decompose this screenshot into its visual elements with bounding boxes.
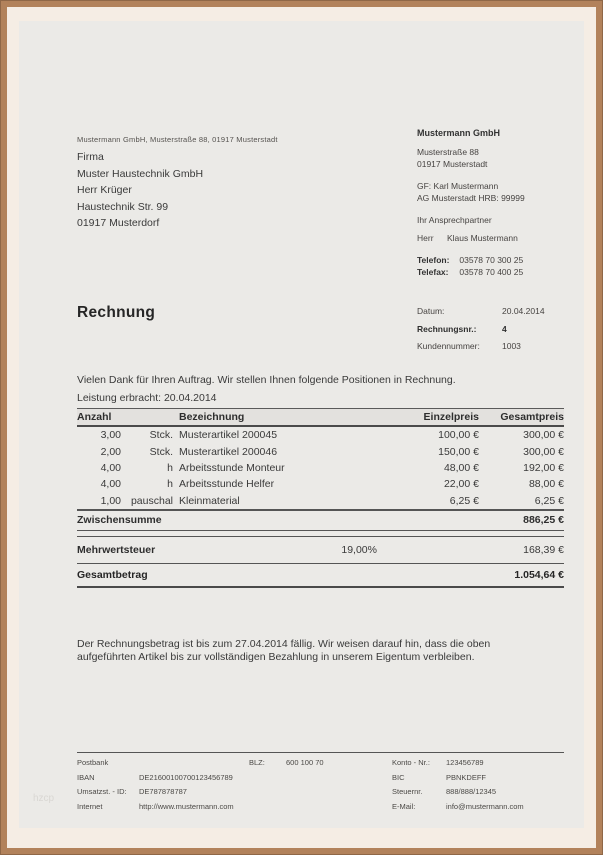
service-date-text: Leistung erbracht: 20.04.2014 [77,392,217,404]
taxnr-value: 888/888/12345 [446,787,497,796]
cell-desc: Musterartikel 200045 [179,429,278,442]
footer-row-iban [77,773,564,788]
customer-number-label: Kundennummer: [417,341,480,351]
invoice-number-row [417,321,545,339]
recipient-line-contact: Herr Krüger [77,184,132,196]
company-info-block [417,127,525,278]
cell-qty: 4,00 [100,478,121,491]
payment-terms-line2: aufgeführten Artikel bis zur vollständigen Bezahlung in unserem Eigentum verbleiben. [77,651,475,663]
invoice-number-label: Rechnungsnr.: [417,323,477,334]
taxnr-label: Steuernr. [392,787,423,796]
cell-unit: h [167,461,173,474]
footer-row-web [77,802,564,817]
bic-value: PBNKDEFF [446,772,487,782]
company-street: Musterstraße 88 [417,147,479,157]
company-register: AG Musterstadt HRB: 99999 [417,193,525,203]
footer-row-tax [77,787,564,802]
cell-unit-price: 48,00 € [443,461,479,474]
cell-total: 6,25 € [534,494,564,507]
cell-qty: 2,00 [100,445,121,458]
subtotal-label: Zwischensumme [77,514,162,527]
fax-number: 03578 70 400 25 [459,267,524,277]
sender-return-address: Mustermann GmbH, Musterstraße 88, 01917 Musterstadt [77,135,278,144]
vat-rate: 19,00% [341,543,377,556]
vat-row [77,537,564,564]
table-row [77,443,564,459]
cell-unit-price: 6,25 € [449,494,479,507]
totals-block [77,536,564,588]
cell-unit-price: 150,00 € [438,445,479,458]
invoice-sheet [19,21,584,828]
vatid-label: Umsatzst. - ID: [77,787,127,796]
cell-unit: Stck. [149,429,173,442]
cell-qty: 1,00 [100,494,121,507]
cell-total: 300,00 € [523,429,564,442]
table-header-row [77,408,564,427]
line-items-table [77,408,564,588]
document-mat [7,7,596,848]
cell-unit: Stck. [149,445,173,458]
fax-label: Telefax: [417,267,449,277]
iban-label: IBAN [77,772,95,782]
email-value: info@mustermann.com [446,801,524,811]
footer-row-bank [77,758,564,773]
blz-label: BLZ: [249,758,265,767]
email-label: E-Mail: [392,801,416,811]
invoice-number-value: 4 [502,323,507,334]
cell-unit-price: 100,00 € [438,429,479,442]
payment-terms-line1: Der Rechnungsbetrag ist bis zum 27.04.2014 fällig. Wir weisen darauf hin, dass die oben [77,638,491,650]
cell-desc: Kleinmaterial [179,494,240,507]
phone-row [417,254,525,266]
cell-qty: 4,00 [100,461,121,474]
bic-label: BIC [392,772,405,782]
customer-number-row [417,338,545,356]
contact-person [417,232,525,244]
header-desc: Bezeichnung [179,411,245,423]
grand-total-amount: 1.054,64 € [514,568,564,581]
company-gf: GF: Karl Mustermann [417,181,499,191]
internet-label: Internet [77,801,103,811]
footer-bank-details [77,752,564,816]
grand-total-row [77,564,564,588]
cell-unit: h [167,478,173,491]
table-row [77,476,564,492]
intro-text: Vielen Dank für Ihren Auftrag. Wir stellen Ihnen folgende Positionen in Rechnung. [77,374,456,386]
company-city: 01917 Musterstadt [417,159,488,169]
header-total-price: Gesamtpreis [500,411,564,423]
blz-value: 600 100 70 [286,758,324,767]
table-row [77,427,564,443]
cell-unit-price: 22,00 € [443,478,479,491]
cell-total: 88,00 € [528,478,564,491]
table-row [77,460,564,476]
konto-label: Konto - Nr.: [392,758,430,767]
cell-qty: 3,00 [100,429,121,442]
header-unit-price: Einzelpreis [423,411,479,423]
internet-value: http://www.mustermann.com [139,801,234,811]
konto-value: 123456789 [446,758,484,767]
customer-number-value: 1003 [502,341,521,351]
company-name: Mustermann GmbH [417,128,501,138]
invoice-date-label: Datum: [417,306,445,316]
iban-value: DE21600100700123456789 [139,772,233,782]
subtotal-amount: 886,25 € [523,514,564,527]
phone-number: 03578 70 300 25 [459,255,524,265]
fax-row [417,266,525,278]
recipient-line-company: Muster Haustechnik GmbH [77,167,204,180]
cell-total: 300,00 € [523,445,564,458]
watermark-text: hzcp [33,793,55,804]
grand-total-label: Gesamtbetrag [77,568,148,581]
invoice-meta-block [417,303,545,356]
invoice-date-row [417,303,545,321]
recipient-line-firma: Firma [77,151,104,163]
contact-salutation: Herr [417,233,434,243]
recipient-address [77,149,203,232]
contact-heading: Ihr Ansprechpartner [417,215,492,225]
recipient-line-city: 01917 Musterdorf [77,217,160,229]
subtotal-row [77,511,564,531]
table-body [77,427,564,511]
cell-total: 192,00 € [523,461,564,474]
vat-amount: 168,39 € [523,543,564,556]
table-row [77,493,564,509]
bank-name: Postbank [77,758,109,767]
invoice-date-value: 20.04.2014 [502,306,545,316]
header-qty: Anzahl [77,411,112,423]
payment-terms-note [77,638,557,664]
contact-name: Klaus Mustermann [447,233,518,243]
cell-desc: Arbeitsstunde Monteur [179,461,285,474]
recipient-line-street: Haustechnik Str. 99 [77,200,169,213]
phone-label: Telefon: [417,255,450,265]
cell-unit: pauschal [130,494,173,507]
invoice-title: Rechnung [77,304,156,321]
cell-desc: Arbeitsstunde Helfer [179,478,275,491]
cell-desc: Musterartikel 200046 [179,445,278,458]
vatid-value: DE787878787 [139,787,187,796]
vat-label: Mehrwertsteuer [77,543,156,556]
